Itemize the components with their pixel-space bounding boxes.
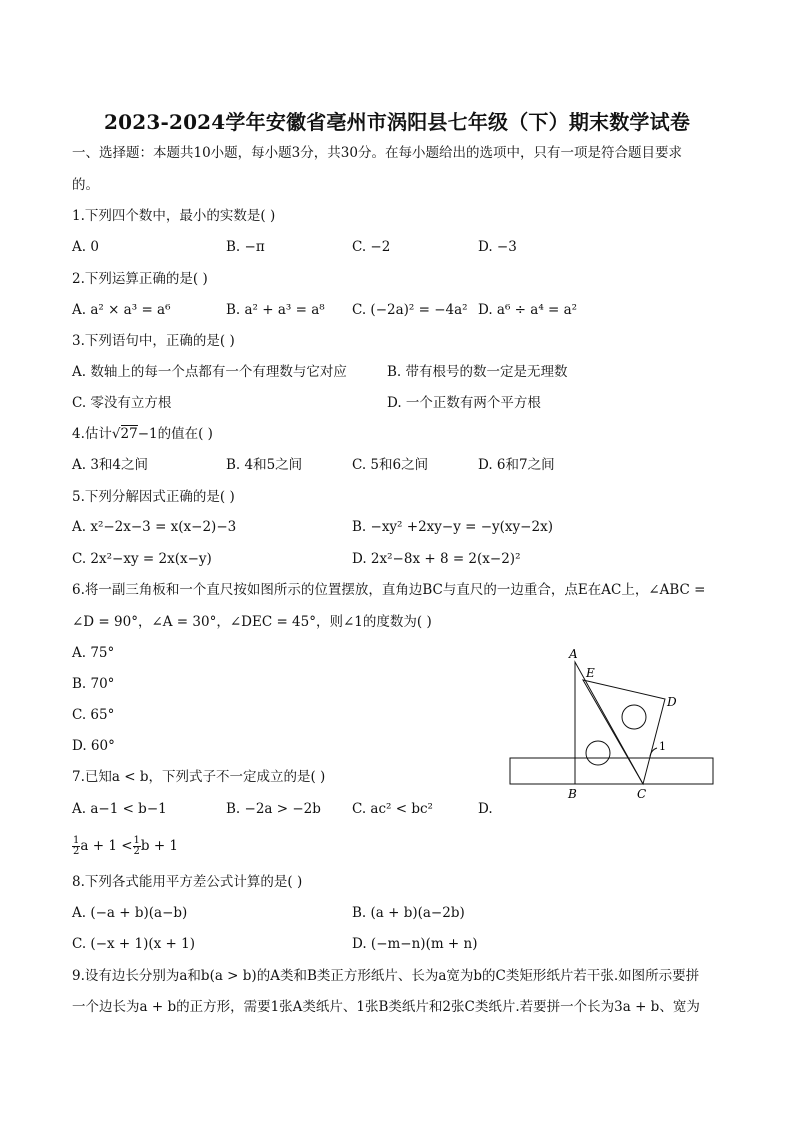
label-angle-1: 1 (659, 740, 666, 753)
triangle-edc-shape (583, 680, 665, 784)
page-title: 2023-2024学年安徽省亳州市涡阳县七年级（下）期末数学试卷 (103, 110, 691, 134)
question-7-option-d-mid: a + 1 < (80, 838, 133, 854)
question-8-option-b: B. (a + b)(a−2b) (352, 905, 465, 921)
sqrt-icon: √ (111, 426, 121, 442)
triangle-hole-circle (622, 705, 646, 729)
question-3-option-d: D. 一个正数有两个平方根 (387, 395, 541, 411)
question-5-option-a: A. x²−2x−3 = x(x−2)−3 (72, 519, 237, 535)
question-4-radicand: 27 (120, 426, 138, 442)
question-8-stem: 8.下列各式能用平方差公式计算的是( ) (72, 874, 303, 890)
label-b: B (568, 787, 577, 801)
question-1-option-b: B. −π (226, 239, 265, 255)
question-3-option-b: B. 带有根号的数一定是无理数 (387, 364, 568, 380)
question-6-stem: 6.将一副三角板和一个直尺按如图所示的位置摆放，直角边BC与直尺的一边重合，点E在AC上，∠ABC = (72, 582, 706, 598)
question-4-option-b: B. 4和5之间 (226, 457, 303, 473)
question-3-option-a: A. 数轴上的每一个点都有一个有理数与它对应 (72, 364, 347, 380)
question-5-stem: 5.下列分解因式正确的是( ) (72, 489, 235, 505)
question-4-option-a: A. 3和4之间 (72, 457, 149, 473)
fraction: $\frac{1}{2}$ (133, 835, 140, 857)
triangle-hole-circle (586, 741, 610, 765)
question-7-option-d-end: b + 1 (140, 838, 179, 854)
question-1-option-c: C. −2 (352, 239, 391, 255)
question-7-option-c: C. ac² < bc² (352, 801, 433, 817)
question-9-stem-cont: 一个边长为a + b的正方形，需要1张A类纸片、1张B类纸片和2张C类纸片.若要拼一个长为3a + b、宽为 (72, 999, 700, 1015)
question-2-option-d: D. a⁶ ÷ a⁴ = a² (478, 302, 578, 318)
question-8-option-a: A. (−a + b)(a−b) (72, 905, 188, 921)
label-e: E (586, 666, 595, 680)
question-5-option-c: C. 2x²−xy = 2x(x−y) (72, 551, 212, 567)
question-1-stem: 1.下列四个数中，最小的实数是( ) (72, 208, 276, 224)
label-a: A (569, 647, 578, 661)
question-6-option-c: C. 65° (72, 707, 115, 723)
question-6-option-a: A. 75° (72, 645, 115, 661)
section-heading: 一、选择题：本题共10小题，每小题3分，共30分。在每小题给出的选项中，只有一项是符合题目要求 (72, 145, 682, 161)
question-8-option-d: D. (−m−n)(m + n) (352, 936, 478, 952)
question-2-stem: 2.下列运算正确的是( ) (72, 271, 208, 287)
question-7-stem: 7.已知a < b，下列式子不一定成立的是( ) (72, 769, 326, 785)
question-6-option-d: D. 60° (72, 738, 115, 754)
question-3-stem: 3.下列语句中，正确的是( ) (72, 333, 235, 349)
question-6-figure (505, 644, 720, 804)
question-2-option-a: A. a² × a³ = a⁶ (72, 302, 171, 318)
question-1-option-d: D. −3 (478, 239, 517, 255)
question-9-stem: 9.设有边长分别为a和b(a > b)的A类和B类正方形纸片、长为a宽为b的C类矩形纸片若干张.如图所示要拼 (72, 968, 700, 984)
question-8-option-c: C. (−x + 1)(x + 1) (72, 936, 196, 952)
question-1-option-a: A. 0 (72, 239, 99, 255)
question-4-stem-prefix: 4.估计 (72, 426, 112, 442)
question-4-option-d: D. 6和7之间 (478, 457, 555, 473)
question-7-option-d-label: D. (478, 801, 493, 817)
angle-1-arc (650, 748, 657, 758)
question-4-stem-suffix: −1的值在( ) (137, 426, 213, 442)
question-4-option-c: C. 5和6之间 (352, 457, 429, 473)
question-7-option-a: A. a−1 < b−1 (72, 801, 167, 817)
question-7-option-d (72, 836, 178, 857)
question-4-stem (72, 425, 213, 443)
question-6-option-b: B. 70° (72, 676, 115, 692)
question-3-option-c: C. 零没有立方根 (72, 395, 172, 411)
section-heading-cont: 的。 (72, 177, 99, 193)
label-c: C (637, 787, 647, 801)
fraction: $\frac{1}{2}$ (73, 835, 80, 857)
label-d: D (667, 695, 677, 709)
question-2-option-b: B. a² + a³ = a⁸ (226, 302, 325, 318)
question-2-option-c: C. (−2a)² = −4a² (352, 302, 468, 318)
question-6-stem-cont: ∠D = 90°，∠A = 30°，∠DEC = 45°，则∠1的度数为( ) (72, 614, 432, 630)
question-7-option-b: B. −2a > −2b (226, 801, 321, 817)
ruler-shape (510, 758, 713, 784)
question-5-option-d: D. 2x²−8x + 8 = 2(x−2)² (352, 551, 521, 567)
question-5-option-b: B. −xy² +2xy−y = −y(xy−2x) (352, 519, 553, 535)
